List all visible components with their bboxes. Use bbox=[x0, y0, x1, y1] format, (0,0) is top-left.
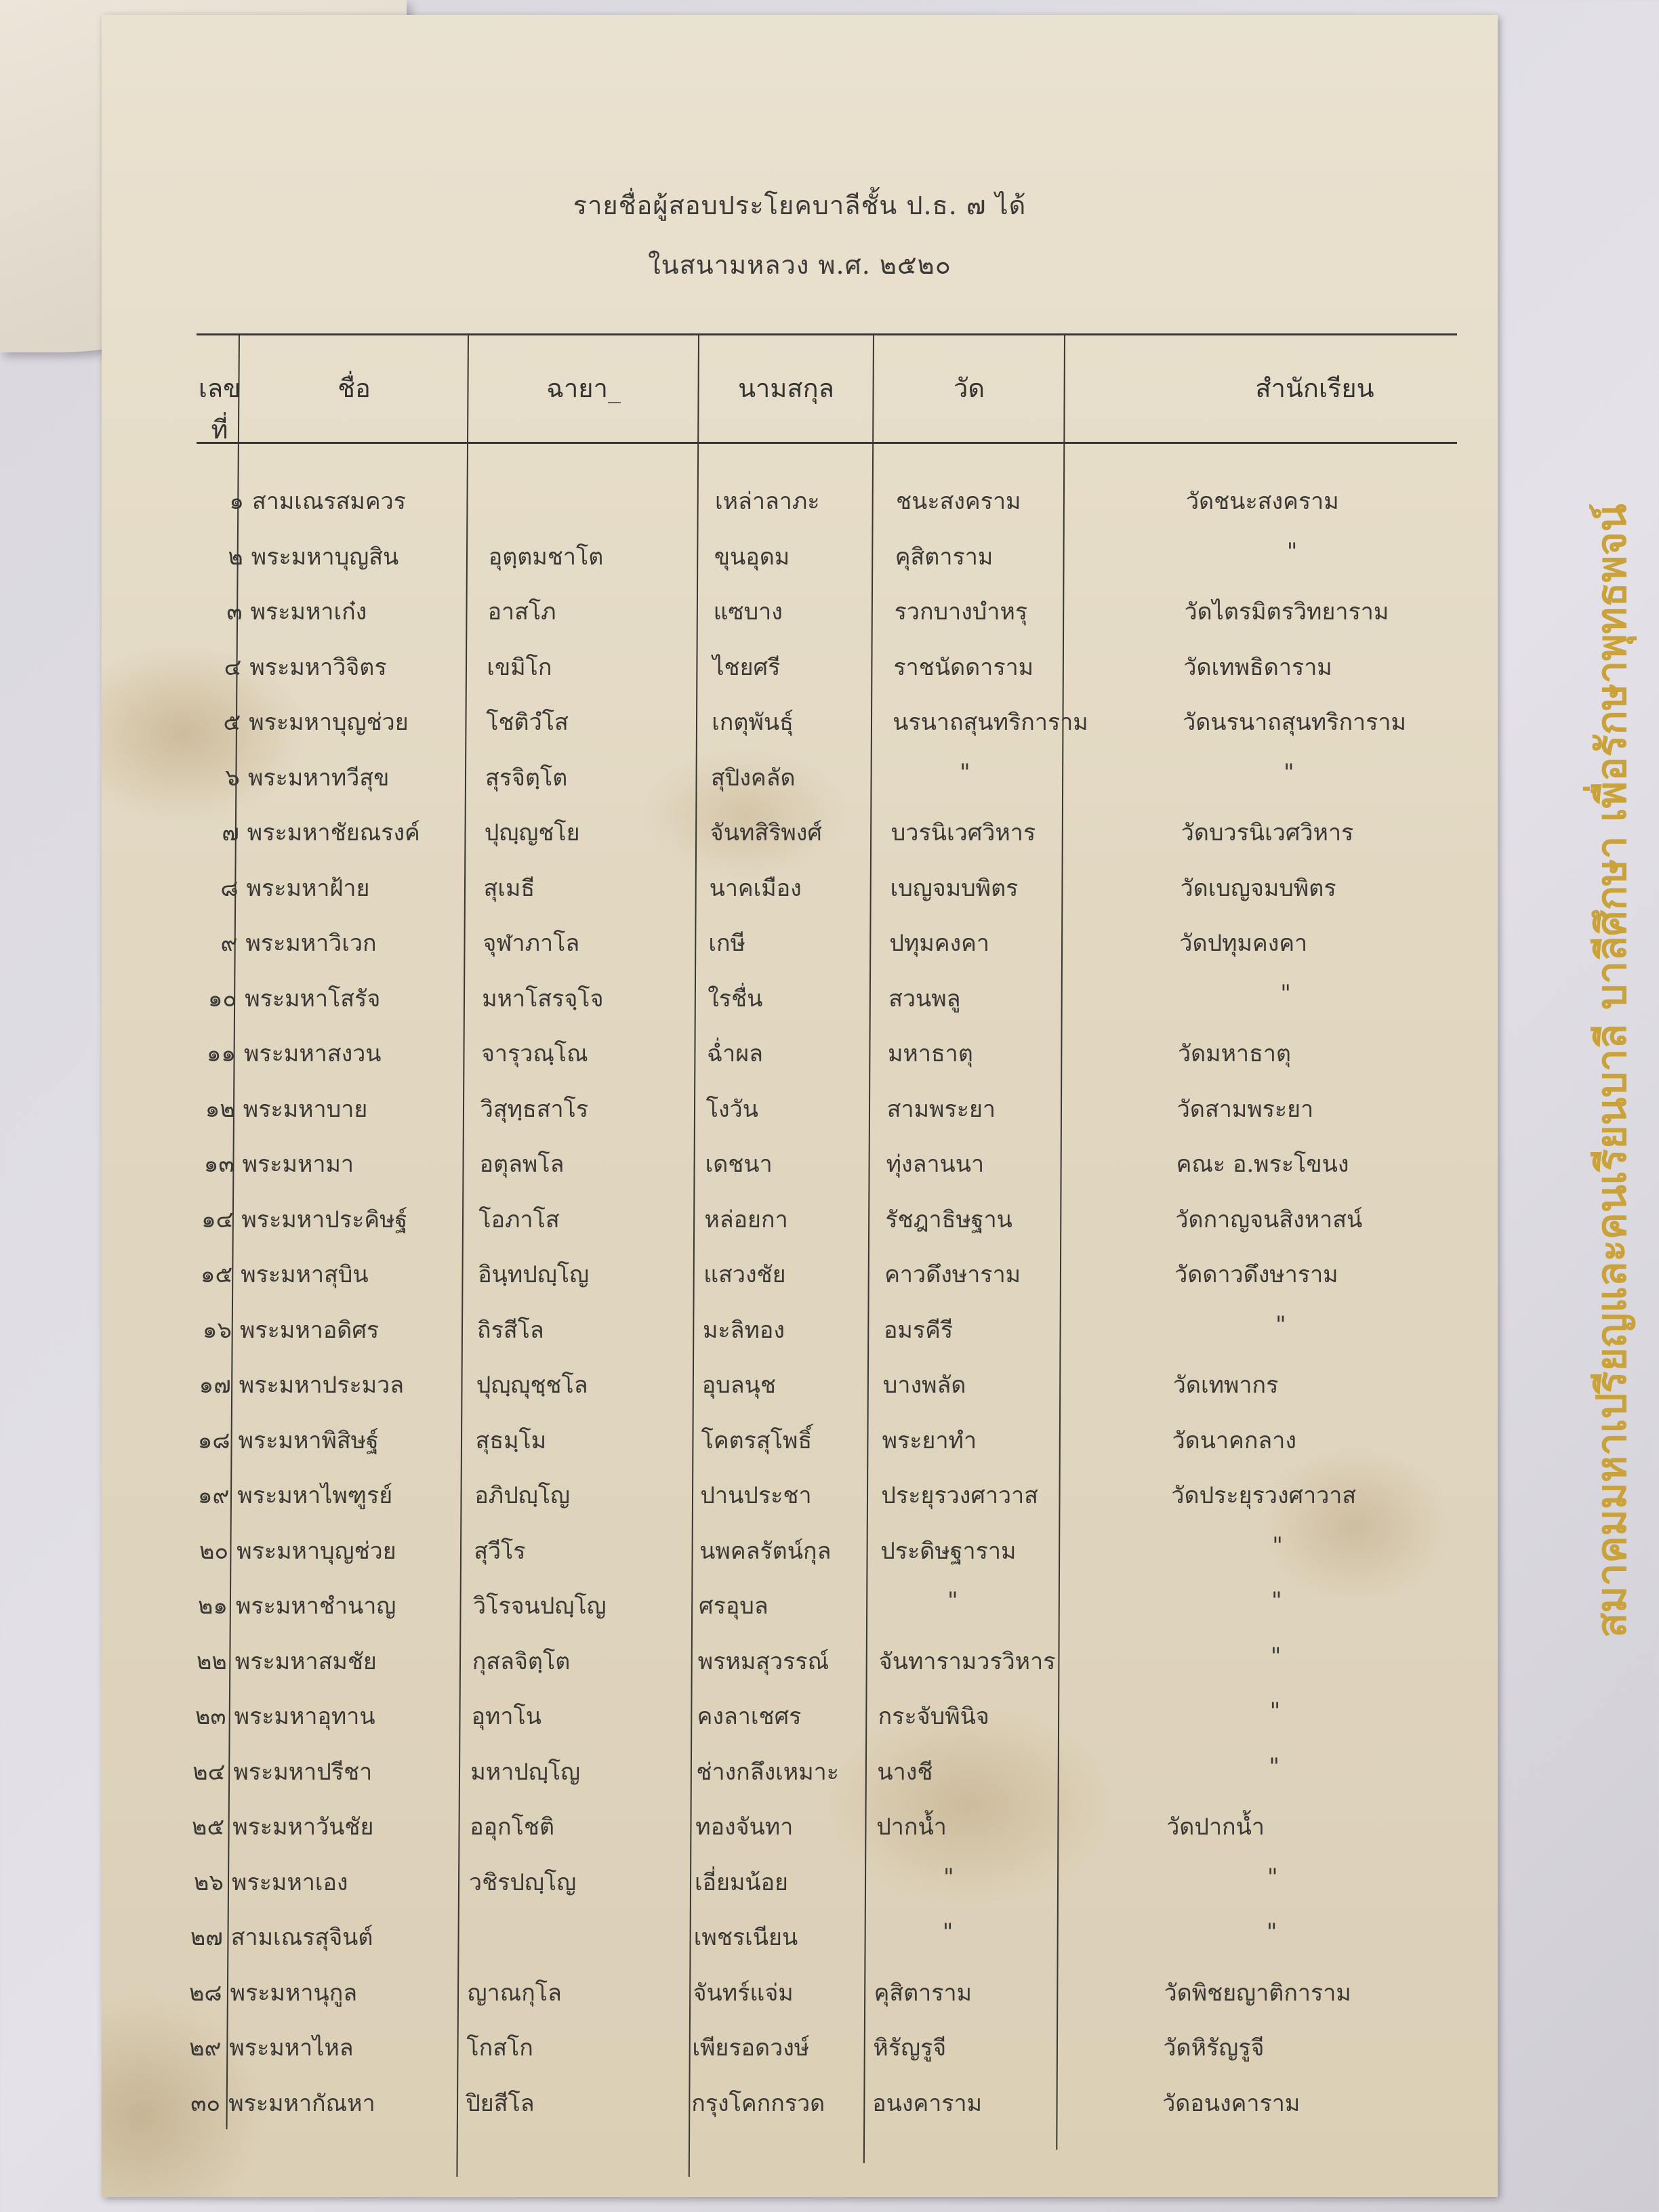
row-name: พระมหาพิสิษฐ์ bbox=[238, 1427, 379, 1454]
row-school: วัดปากน้ำ bbox=[1166, 1814, 1265, 1841]
header-surname: นามสกุล bbox=[738, 373, 834, 403]
row-surname: ช่างกลึงเหมาะ bbox=[696, 1758, 839, 1786]
row-temple: " bbox=[960, 758, 970, 786]
row-name: สามเณรสุจินต์ bbox=[230, 1924, 373, 1951]
row-monastic-name: ปุญฺญุชฺชโล bbox=[476, 1372, 588, 1399]
row-surname: ใรชื่น bbox=[708, 985, 763, 1012]
row-temple: ประยุรวงศาวาส bbox=[881, 1482, 1038, 1509]
row-school: วัดไตรมิตรวิทยาราม bbox=[1184, 598, 1389, 626]
row-temple: ชนะสงคราม bbox=[896, 488, 1021, 515]
row-number: ๒๓ bbox=[194, 1703, 226, 1730]
row-surname: เหล่าลาภะ bbox=[715, 488, 820, 515]
row-temple: เบญจมบพิตร bbox=[890, 874, 1019, 902]
row-number: ๑๐ bbox=[207, 985, 237, 1012]
row-surname: มะลิทอง bbox=[703, 1316, 785, 1344]
header-bottom-rule bbox=[197, 442, 1457, 444]
row-name: พระมหาปรีชา bbox=[233, 1758, 373, 1786]
row-temple: รัชฎาธิษฐาน bbox=[885, 1206, 1012, 1233]
row-number: ๑๘ bbox=[197, 1427, 230, 1454]
row-name: พระมหาไพฑูรย์ bbox=[237, 1482, 393, 1509]
row-surname: โงวัน bbox=[705, 1095, 758, 1123]
row-temple: คุสิตาราม bbox=[874, 1979, 972, 2007]
row-temple: " bbox=[947, 1587, 958, 1614]
row-temple: ปทุมคงคา bbox=[889, 930, 989, 957]
row-monastic-name: ญาณกุโล bbox=[467, 1979, 562, 2007]
row-monastic-name: มหาปญฺโญ bbox=[470, 1758, 581, 1786]
row-monastic-name: วิโรจนปญฺโญ bbox=[473, 1593, 607, 1620]
row-monastic-name: สุเมธี bbox=[483, 874, 535, 902]
row-school: " bbox=[1269, 1753, 1280, 1780]
row-temple: ประดิษฐาราม bbox=[880, 1537, 1017, 1565]
row-school: วัดนาคกลาง bbox=[1172, 1427, 1296, 1454]
row-school: วัดเบญจมบพิตร bbox=[1180, 874, 1336, 902]
row-number: ๓ bbox=[226, 598, 243, 626]
row-surname: จันทสิริพงศ์ bbox=[710, 819, 822, 846]
row-school: วัดพิชยญาติการาม bbox=[1164, 1979, 1351, 2007]
row-monastic-name: ออุกโชติ bbox=[470, 1814, 555, 1841]
row-name: พระมหาชัยณรงค์ bbox=[247, 819, 420, 846]
row-name: พระมหากัณหา bbox=[228, 2089, 375, 2117]
row-monastic-name: สุธมฺโม bbox=[475, 1427, 547, 1454]
row-school: " bbox=[1272, 1532, 1283, 1559]
row-surname: เพชรเนียน bbox=[693, 1924, 798, 1951]
row-name: พระมหาไหล bbox=[229, 2034, 354, 2062]
row-monastic-name: สุวีโร bbox=[474, 1537, 526, 1565]
row-name: พระมหาชำนาญ bbox=[236, 1593, 396, 1620]
row-temple: สามพระยา bbox=[886, 1095, 996, 1123]
row-temple: ปากน้ำ bbox=[876, 1814, 947, 1841]
row-monastic-name: สุรจิตฺโต bbox=[485, 764, 568, 792]
row-monastic-name: ถิรสีโล bbox=[477, 1316, 544, 1344]
row-number: ๑๕ bbox=[200, 1261, 233, 1288]
row-school: วัดดาวดึงษาราม bbox=[1174, 1261, 1338, 1288]
row-name: พระมหาอดิศร bbox=[240, 1316, 380, 1344]
document-page bbox=[102, 15, 1498, 2197]
row-temple: นรนาถสุนทริการาม bbox=[893, 709, 1088, 736]
row-temple: มหาธาตุ bbox=[888, 1040, 973, 1067]
row-school: วัดเทพากร bbox=[1172, 1372, 1279, 1399]
row-surname: โคตรสุโพธิ์ bbox=[701, 1427, 813, 1454]
row-school: วัดสามพระยา bbox=[1176, 1095, 1314, 1123]
row-monastic-name: อภิปญฺโญ bbox=[474, 1482, 571, 1509]
row-school: " bbox=[1286, 537, 1298, 565]
document-title: รายชื่อผู้สอบประโยคบาลีชั้น ป.ธ. ๗ ได้ bbox=[573, 190, 1027, 220]
row-temple: " bbox=[943, 1863, 954, 1891]
row-temple: อนงคาราม bbox=[872, 2089, 983, 2117]
row-surname: นพคลรัตน์กุล bbox=[699, 1537, 832, 1565]
row-school: " bbox=[1275, 1311, 1286, 1338]
row-school: " bbox=[1267, 1863, 1278, 1891]
row-temple: ทุ่งลานนา bbox=[886, 1151, 985, 1178]
row-school: " bbox=[1284, 758, 1294, 786]
row-surname: กรุงโคกกรวด bbox=[691, 2089, 825, 2117]
row-number: ๑๙ bbox=[197, 1482, 230, 1509]
row-school: วัดประยุรวงศาวาส bbox=[1171, 1482, 1357, 1509]
row-temple: นางชี bbox=[877, 1758, 933, 1786]
row-name: พระมหาบาย bbox=[243, 1095, 368, 1123]
row-temple: รวกบางบำหรุ bbox=[894, 598, 1028, 626]
row-school: " bbox=[1280, 979, 1291, 1007]
header-no: เลขที่ bbox=[198, 373, 241, 445]
row-number: ๒๔ bbox=[192, 1758, 226, 1786]
row-temple: คุสิตาราม bbox=[895, 543, 994, 571]
row-school: " bbox=[1270, 1642, 1282, 1670]
row-monastic-name: จารุวณฺโณ bbox=[481, 1040, 588, 1067]
row-name: พระมหาวิจิตร bbox=[249, 653, 387, 681]
row-school: วัดเทพธิดาราม bbox=[1183, 653, 1332, 681]
row-number: ๑ bbox=[229, 488, 244, 515]
row-surname: นาคเมือง bbox=[709, 874, 802, 902]
row-surname: จันทร์แจ่ม bbox=[693, 1979, 794, 2007]
row-number: ๖ bbox=[225, 764, 240, 792]
row-temple: คาวดึงษาราม bbox=[884, 1261, 1021, 1288]
row-surname: แซบาง bbox=[713, 598, 783, 626]
row-name: พระมหาฝ้าย bbox=[246, 874, 370, 902]
row-school: วัดมหาธาตุ bbox=[1178, 1040, 1292, 1067]
row-name: พระมหาเอง bbox=[232, 1868, 348, 1896]
row-monastic-name: อุทาโน bbox=[471, 1703, 542, 1730]
row-school: วัดกาญจนสิงหาสน์ bbox=[1175, 1206, 1363, 1233]
column-rule bbox=[689, 333, 699, 2177]
row-temple: พระยาทำ bbox=[882, 1427, 977, 1454]
row-monastic-name: โกสโก bbox=[466, 2034, 533, 2062]
row-school: วัดบวรนิเวศวิหาร bbox=[1181, 819, 1354, 846]
column-rule bbox=[456, 333, 469, 2177]
row-number: ๒๒ bbox=[196, 1647, 227, 1675]
row-surname: หล่อยกา bbox=[704, 1206, 788, 1233]
row-surname: เกษี bbox=[708, 930, 746, 957]
row-temple: อมรคีรี bbox=[884, 1316, 954, 1344]
row-temple: หิรัญรูจี bbox=[873, 2034, 947, 2062]
column-rule bbox=[1056, 333, 1065, 2150]
row-monastic-name: อาสโภ bbox=[487, 598, 556, 626]
row-monastic-name: กุสลจิตฺโต bbox=[472, 1647, 571, 1675]
row-number: ๑๑ bbox=[206, 1040, 236, 1067]
row-name: พระมหาทวีสุข bbox=[248, 764, 390, 792]
row-monastic-name: โชติวํโส bbox=[486, 709, 569, 736]
row-surname: อุบลนุช bbox=[701, 1372, 776, 1399]
row-number: ๑๒ bbox=[205, 1095, 235, 1123]
row-school: " bbox=[1266, 1919, 1277, 1946]
row-number: ๓๐ bbox=[190, 2089, 221, 2117]
row-number: ๒๙ bbox=[189, 2034, 222, 2062]
row-monastic-name: ปิยสีโล bbox=[466, 2089, 535, 2117]
row-school: " bbox=[1271, 1587, 1282, 1614]
row-number: ๑๔ bbox=[201, 1206, 234, 1233]
watermark bbox=[1567, 434, 1659, 1708]
row-school: คณะ อ.พระโขนง bbox=[1176, 1151, 1349, 1178]
header-name: ชื่อ bbox=[337, 373, 371, 403]
row-number: ๒๑ bbox=[198, 1593, 228, 1620]
row-monastic-name: โอภาโส bbox=[478, 1206, 560, 1233]
header-monastic-name: ฉายา_ bbox=[546, 373, 621, 403]
row-surname: ไชยศรี bbox=[712, 653, 781, 681]
row-name: พระมหาสงวน bbox=[244, 1040, 382, 1067]
column-rule bbox=[863, 333, 874, 2163]
row-name: พระมหาบุญสิน bbox=[251, 543, 399, 571]
row-number: ๒๕ bbox=[192, 1814, 225, 1841]
row-surname: แสวงชัย bbox=[703, 1261, 786, 1288]
row-school: วัดอนงคาราม bbox=[1162, 2089, 1300, 2117]
row-name: พระมหาเก๋ง bbox=[250, 598, 367, 626]
row-monastic-name: อินฺทปญฺโญ bbox=[478, 1261, 590, 1288]
row-number: ๒ bbox=[228, 543, 243, 571]
row-number: ๕ bbox=[223, 709, 241, 736]
row-surname: พรหมสุวรรณ์ bbox=[697, 1647, 830, 1675]
header-school: สำนักเรียน bbox=[1255, 373, 1374, 403]
row-number: ๒๖ bbox=[194, 1868, 224, 1896]
row-surname: เพียรอดวงษ์ bbox=[692, 2034, 810, 2062]
row-number: ๒๘ bbox=[188, 1979, 222, 2007]
row-surname: เดชนา bbox=[705, 1151, 773, 1178]
row-monastic-name: วชิรปญฺโญ bbox=[469, 1868, 577, 1896]
row-name: พระมหาบุญช่วย bbox=[237, 1537, 396, 1565]
row-name: พระมหาประคิษฐ์ bbox=[241, 1206, 408, 1233]
row-name: พระมหาวิเวก bbox=[245, 930, 377, 957]
row-number: ๑๓ bbox=[203, 1151, 234, 1178]
row-name: พระมหาประมวล bbox=[239, 1372, 405, 1399]
row-school: วัดชนะสงคราม bbox=[1186, 488, 1339, 515]
row-temple: " bbox=[942, 1919, 954, 1946]
row-number: ๒๐ bbox=[199, 1537, 229, 1565]
row-surname: ทองจันทา bbox=[695, 1814, 794, 1841]
row-name: พระมหาวันชัย bbox=[232, 1814, 374, 1841]
row-surname: คงลาเชศร bbox=[697, 1703, 802, 1730]
row-monastic-name: จุฬาภาโล bbox=[483, 930, 580, 957]
row-name: พระมหามา bbox=[242, 1151, 354, 1178]
row-monastic-name: เขมิโก bbox=[487, 653, 552, 681]
row-temple: กระจับพินิจ bbox=[878, 1703, 989, 1730]
row-monastic-name: ปุญฺญชโย bbox=[484, 819, 580, 846]
row-monastic-name: วิสุทฺธสาโร bbox=[480, 1095, 589, 1123]
row-monastic-name: อุตฺตมชาโต bbox=[488, 543, 604, 571]
row-name: พระมหาสมชัย bbox=[234, 1647, 377, 1675]
row-monastic-name: อตุลพโล bbox=[479, 1151, 565, 1178]
row-name: สามเณรสมควร bbox=[252, 488, 406, 515]
row-school: วัดปทุมคงคา bbox=[1179, 930, 1308, 957]
header-temple: วัด bbox=[953, 373, 985, 403]
row-name: พระมหาสุบิน bbox=[241, 1261, 369, 1288]
row-temple: สวนพลู bbox=[888, 985, 961, 1012]
row-number: ๔ bbox=[224, 653, 242, 681]
row-number: ๘ bbox=[220, 874, 239, 902]
row-surname: เกตุพันธุ์ bbox=[712, 709, 794, 736]
row-number: ๗ bbox=[222, 819, 239, 846]
table-top-rule bbox=[197, 333, 1457, 335]
row-surname: ศรอุบล bbox=[699, 1593, 769, 1620]
row-surname: ขุนอุดม bbox=[714, 543, 790, 571]
row-school: วัดนรนาถสุนทริการาม bbox=[1183, 709, 1406, 736]
row-surname: ปานประชา bbox=[700, 1482, 812, 1509]
row-school: วัดหิรัญรูจี bbox=[1163, 2034, 1265, 2062]
row-number: ๑๗ bbox=[199, 1372, 231, 1399]
row-surname: ฉ่ำผล bbox=[707, 1040, 764, 1067]
row-temple: บวรนิเวศวิหาร bbox=[890, 819, 1036, 846]
row-school: " bbox=[1269, 1698, 1281, 1725]
row-temple: บางพลัด bbox=[882, 1372, 966, 1399]
row-number: ๒๗ bbox=[190, 1924, 223, 1951]
document-subtitle: ในสนามหลวง พ.ศ. ๒๕๒๐ bbox=[648, 250, 951, 280]
watermark-text: สมาคมมหาเปรียญและคนเรียนบาลี บาลีศึกษา เพื่อรักษาพุทธพจน์ bbox=[1588, 504, 1636, 1638]
row-name: พระมหาบุญช่วย bbox=[249, 709, 409, 736]
row-name: พระมหาอุทาน bbox=[234, 1703, 375, 1730]
row-number: ๙ bbox=[220, 930, 238, 957]
row-temple: จันทารามวรวิหาร bbox=[878, 1647, 1056, 1675]
row-temple: ราชนัดดาราม bbox=[893, 653, 1034, 681]
row-surname: เอี่ยมน้อย bbox=[695, 1868, 788, 1896]
row-number: ๑๖ bbox=[202, 1316, 232, 1344]
row-surname: สุปิงคลัด bbox=[711, 764, 796, 792]
row-monastic-name: มหาโสรจฺโจ bbox=[482, 985, 604, 1012]
row-name: พระมหานุกูล bbox=[230, 1979, 358, 2007]
row-name: พระมหาโสรัจ bbox=[245, 985, 381, 1012]
